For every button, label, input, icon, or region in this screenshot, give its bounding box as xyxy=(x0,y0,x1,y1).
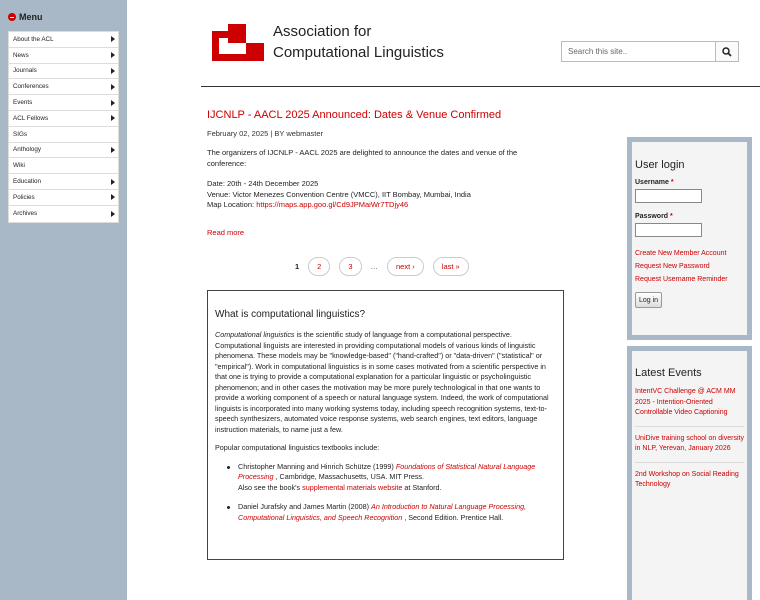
pager-next[interactable]: next › xyxy=(387,257,424,276)
chevron-right-icon xyxy=(111,68,115,74)
article-map xyxy=(207,200,542,211)
sidebar-item-label: Conferences xyxy=(13,83,49,91)
event-link[interactable]: 2nd Workshop on Social Reading Technology xyxy=(635,470,739,488)
site-title-line2: Computational Linguistics xyxy=(273,44,444,61)
sidebar-item-fellows[interactable] xyxy=(9,111,118,127)
sidebar-item-conferences[interactable] xyxy=(9,79,118,95)
book2-rest: , Second Edition. Prentice Hall. xyxy=(402,512,504,522)
password-label-text: Password xyxy=(635,213,669,220)
cl-paragraph xyxy=(215,330,556,435)
book1-supplement-link[interactable]: supplemental materials website xyxy=(302,482,403,492)
sidebar-item-label: Education xyxy=(13,178,42,186)
book2-title-link[interactable]: An Introduction to Natural Language Processing, Computational Linguistics, and Speech Recognition xyxy=(238,502,527,522)
sidebar-item-label: Journals xyxy=(13,67,37,75)
search-form xyxy=(561,41,739,62)
sidebar-item-archives[interactable] xyxy=(9,206,118,222)
event-link[interactable]: IntentVC Challenge @ ACM MM 2025 - Intention-Oriented Controllable Video Captioning xyxy=(635,387,744,427)
cl-term: Computational linguistics xyxy=(215,330,295,339)
sidebar-menu xyxy=(8,31,119,223)
event-link[interactable]: UniDive training school on diversity in NLP, Yerevan, January 2026 xyxy=(635,434,744,463)
chevron-right-icon xyxy=(111,84,115,90)
sidebar-item-events[interactable] xyxy=(9,95,118,111)
pager-ellipsis: … xyxy=(370,261,379,271)
pager-page-3[interactable]: 3 xyxy=(339,257,361,276)
sidebar-item-label: SIGs xyxy=(13,130,27,138)
sidebar-item-about[interactable] xyxy=(9,32,118,48)
chevron-right-icon xyxy=(111,194,115,200)
sidebar-item-label: ACL Fellows xyxy=(13,114,49,122)
book1-authors: Christopher Manning and Hinrich Schütze (1999) xyxy=(238,461,396,471)
sidebar-item-label: Archives xyxy=(13,210,38,218)
login-button[interactable]: Log in xyxy=(635,292,662,308)
required-mark: * xyxy=(670,213,673,220)
password-label xyxy=(635,213,744,220)
textbook-list xyxy=(215,462,556,524)
pager-page-2[interactable]: 2 xyxy=(308,257,330,276)
sidebar-item-policies[interactable] xyxy=(9,190,118,206)
search-icon xyxy=(722,47,732,57)
sidebar-item-education[interactable] xyxy=(9,174,118,190)
request-password-link[interactable]: Request New Password xyxy=(635,263,710,270)
chevron-right-icon xyxy=(111,100,115,106)
user-login-title: User login xyxy=(635,159,685,171)
collapse-icon xyxy=(8,13,16,21)
request-username-link[interactable]: Request Username Reminder xyxy=(635,276,728,283)
sidebar-item-anthology[interactable] xyxy=(9,143,118,159)
book1-rest: , Cambridge, Massachusetts, USA. MIT Press. xyxy=(273,472,425,481)
sidebar-item-news[interactable] xyxy=(9,48,118,64)
what-is-cl-box xyxy=(207,290,564,560)
cl-paragraph-text: is the scientific study of language from a computational perspective. Computational linguists are interested in providing computational models of various kinds of linguistic phenomena. These models may be "knowledge-based" ("hand-crafted") or "data-driven" ("statistical" or "empirical"). Work in computational linguistics is in some cases motivated from a scientific perspective in that one is trying to provide a computational explanation for a particular linguistic or psycholinguistic phenomenon; and in other cases the motivation may be more purely technological in that one wants to provide a working component of a speech or natural language system. Indeed, the work of computational linguists is incorporated into many working systems today, including speech recognition systems, text-to-speech synthesizers, automated voice response systems, web search engines, text editors, language instruction materials, to name just a few. xyxy=(215,330,549,434)
acl-logo[interactable] xyxy=(212,24,264,61)
menu-toggle[interactable] xyxy=(8,12,43,22)
site-title[interactable] xyxy=(273,21,444,63)
chevron-right-icon xyxy=(111,211,115,217)
map-label: Map Location: xyxy=(207,200,257,210)
article-body xyxy=(207,148,542,211)
article-venue: Venue: Victor Menezes Convention Centre (VMCC), IIT Bombay, Mumbai, India xyxy=(207,189,471,199)
cl-box-title: What is computational linguistics? xyxy=(215,309,366,320)
chevron-right-icon xyxy=(111,115,115,121)
create-account-link[interactable]: Create New Member Account xyxy=(635,250,727,257)
search-input[interactable] xyxy=(562,42,715,61)
book1-end: at Stanford. xyxy=(402,482,442,492)
login-links xyxy=(635,247,744,286)
user-login-panel xyxy=(632,142,747,335)
article-intro: The organizers of IJCNLP - AACL 2025 are delighted to announce the dates and venue of the conference: xyxy=(207,148,518,168)
list-item xyxy=(231,462,556,494)
required-mark: * xyxy=(670,179,674,186)
sidebar-item-sigs[interactable] xyxy=(9,127,118,143)
menu-label: Menu xyxy=(19,12,43,22)
list-item xyxy=(231,502,556,523)
book1-title-link[interactable]: Foundations of Statistical Natural Language Processing xyxy=(238,461,536,481)
textbooks-intro: Popular computational linguistics textbooks include: xyxy=(215,443,380,452)
header-divider xyxy=(201,86,760,87)
book2-authors: Daniel Jurafsky and James Martin (2008) xyxy=(238,502,372,511)
user-login-block xyxy=(627,137,752,340)
username-label-text: Username xyxy=(635,179,669,186)
username-field[interactable] xyxy=(635,189,702,203)
username-label xyxy=(635,179,744,186)
map-link[interactable]: https://maps.app.goo.gl/Cd9JPMaiWr7TDjy46 xyxy=(256,200,409,210)
article-title[interactable]: IJCNLP - AACL 2025 Announced: Dates & Venue Confirmed xyxy=(207,109,502,121)
book1-also: Also see the book's xyxy=(238,482,303,492)
password-field[interactable] xyxy=(635,223,702,237)
pager-last[interactable]: last » xyxy=(433,257,469,276)
left-sidebar xyxy=(0,0,127,600)
chevron-right-icon xyxy=(111,147,115,153)
chevron-right-icon xyxy=(111,36,115,42)
sidebar-item-wiki[interactable] xyxy=(9,158,118,174)
pager-current: 1 xyxy=(295,261,300,271)
article-date: Date: 20th - 24th December 2025 xyxy=(207,179,319,189)
sidebar-item-label: Events xyxy=(13,99,33,107)
site-title-line1: Association for xyxy=(273,23,372,40)
sidebar-item-label: Wiki xyxy=(13,162,25,170)
sidebar-item-label: Policies xyxy=(13,193,35,201)
cl-box-text xyxy=(215,330,556,523)
sidebar-item-label: Anthology xyxy=(13,146,42,154)
latest-events-block xyxy=(627,346,752,600)
latest-events-title: Latest Events xyxy=(635,367,702,379)
sidebar-item-label: News xyxy=(13,51,29,59)
read-more-link[interactable]: Read more xyxy=(207,228,245,237)
pager xyxy=(295,256,478,276)
chevron-right-icon xyxy=(111,179,115,185)
article-meta: February 02, 2025 | BY webmaster xyxy=(207,129,324,138)
sidebar-item-journals[interactable] xyxy=(9,64,118,80)
latest-events-panel xyxy=(632,351,747,600)
chevron-right-icon xyxy=(111,52,115,58)
sidebar-item-label: About the ACL xyxy=(13,35,54,43)
search-button[interactable] xyxy=(715,42,738,61)
